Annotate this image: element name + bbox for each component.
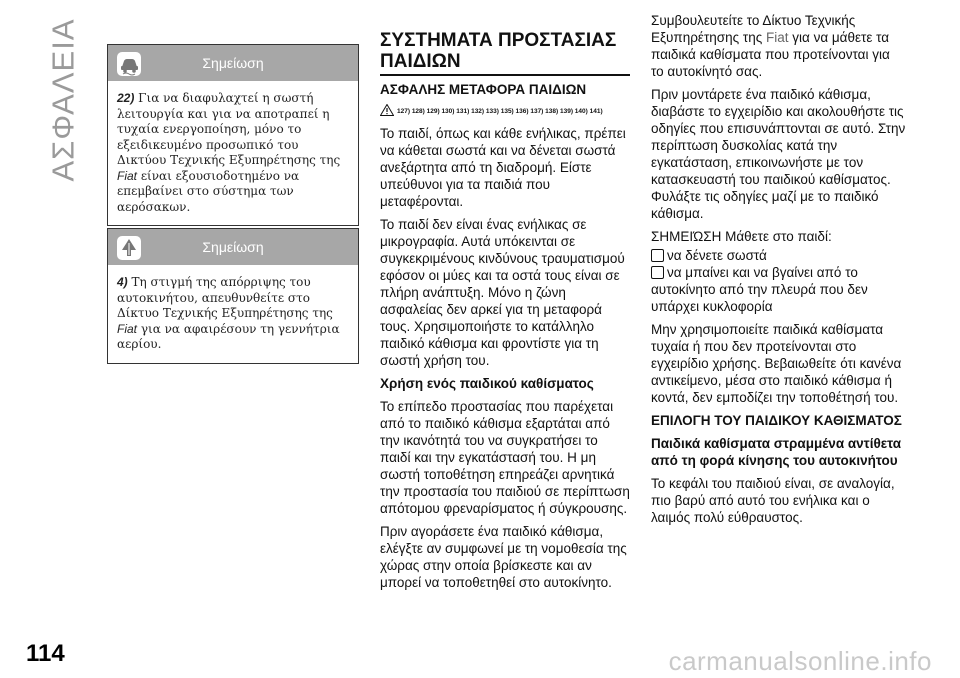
note-box-airbag xyxy=(107,44,359,226)
note-title: Σημείωση xyxy=(202,239,264,255)
paragraph: Το επίπεδο προστασίας που παρέχεται από το παιδικό κάθισμα εξαρτάται από την ικανότητά του να συγκρατήσει το παιδί και την εγκατάστασή του. Η μη σωστή τοποθέτηση επηρεάζει αρνητικά την προστασία του παιδιού σε περίπτωση απότομου φρεναρίσματος ή σύγκρουσης. xyxy=(380,399,630,516)
watermark: carmanualsonline.info xyxy=(668,646,932,676)
paragraph: Το κεφάλι του παιδιού είναι, σε αναλογία, πιο βαρύ από αυτό του ενήλικα και ο λαιμός πολύ εύθραυστος. xyxy=(651,476,895,525)
subsection-heading: Παιδικά καθίσματα στραμμένα αντίθετα από τη φορά κίνησης του αυτοκινήτου xyxy=(651,436,902,468)
brand-name: Fiat xyxy=(117,168,138,183)
checkbox-icon xyxy=(651,266,664,279)
section-side-title: ΑΣΦΑΛΕΙΑ xyxy=(46,18,81,182)
tree-leaf-icon xyxy=(116,235,142,261)
brand-name: Fiat xyxy=(117,321,138,336)
note-header xyxy=(108,229,358,265)
note-number: 4) xyxy=(117,275,128,289)
note-header xyxy=(108,45,358,81)
note-text: 22) Για να διαφυλαχτεί η σωστή λειτουργία και για να αποτραπεί η τυχαία ενεργοποίηση, μόνο το εξειδικευμένο προσωπικό του Δικτύου Τεχνικής Εξυπηρέτησης της Fiat είναι εξουσιοδοτημένο να επεμβαίνει στο σύστημα των αερόσακων. xyxy=(117,91,341,214)
brand-name: Fiat xyxy=(766,30,789,45)
list-item: να μπαίνει και να βγαίνει από το αυτοκίνητο από την πλευρά που δεν υπάρχει κυκλοφορία xyxy=(651,265,868,314)
paragraph: Μην χρησιμοποιείτε παιδικά καθίσματα τυχαία ή που δεν προτείνονται στο εγχειρίδιο χρήσης. Βεβαιωθείτε ότι κανένα αντικείμενο, μέσα στο παιδικό κάθισμα ή κοντά, δεν εμποδίζει την τοποθέτησή του. xyxy=(651,322,902,405)
list-item: να δένετε σωστά xyxy=(651,247,906,264)
page-number: 114 xyxy=(26,640,65,667)
subsection-heading: Χρήση ενός παιδικού καθίσματος xyxy=(380,376,594,391)
subsection-heading: ΑΣΦΑΛΗΣ ΜΕΤΑΦΟΡΑ ΠΑΙΔΙΩΝ xyxy=(380,82,587,97)
content-column-right xyxy=(651,12,906,532)
paragraph: Το παιδί δεν είναι ένας ενήλικας σε μικρογραφία. Αυτά υπόκεινται σε συγκεκριμένους κινδύνους τραυματισμού εφόσον οι μύες και τα οστά τους είναι σε πλήρη ανάπτυξη. Μόνο η ζώνη ασφαλείας δεν αρκεί για τη μεταφορά τους. Χρησιμοποιήστε το κατάλληλο παιδικό κάθισμα και φροντίστε για τη σωστή χρήση του. xyxy=(380,217,625,368)
content-column-middle xyxy=(380,30,630,597)
note-text: 4) Τη στιγμή της απόρριψης του αυτοκινήτου, απευθυνθείτε στο Δίκτυο Τεχνικής Εξυπηρέτησης της Fiat για να αφαιρέσουν τη γεννήτρια αερίου. xyxy=(117,275,340,351)
warning-triangle-icon xyxy=(380,104,394,116)
warning-references: 127) 128) 129) 130) 131) 132) 133) 135) 136) 137) 138) 139) 140) 141) xyxy=(380,104,630,117)
car-skid-icon xyxy=(116,51,142,77)
note-title: Σημείωση xyxy=(202,55,264,71)
paragraph: Το παιδί, όπως και κάθε ενήλικας, πρέπει να κάθεται σωστά και να δένεται σωστά ανεξάρτητα από τη διαδρομή. Είστε υπεύθυνοι για τα παιδιά που μεταφέρονται. xyxy=(380,126,626,209)
paragraph: Πριν αγοράσετε ένα παιδικό κάθισμα, ελέγξτε αν συμφωνεί με τη νομοθεσία της χώρας στην οποία βρίσκεστε και αν μπορεί να τοποθετηθεί στο αυτοκίνητο. xyxy=(380,524,627,590)
note-box-disposal xyxy=(107,228,359,364)
paragraph: Συμβουλευτείτε το Δίκτυο Τεχνικής Εξυπηρέτησης της Fiat για να μάθετε τα παιδικά καθίσματα που προτείνονται για το αυτοκίνητό σας. xyxy=(651,13,890,79)
section-heading: ΣΥΣΤΗΜΑΤΑ ΠΡΟΣΤΑΣΙΑΣ ΠΑΙΔΙΩΝ xyxy=(380,30,630,76)
checkbox-icon xyxy=(651,249,664,262)
note-number: 22) xyxy=(117,91,135,105)
paragraph: ΣΗΜΕΙΏΣΗ Μάθετε στο παιδί: xyxy=(651,229,832,244)
paragraph: Πριν μοντάρετε ένα παιδικό κάθισμα, διαβάστε το εγχειρίδιο και ακολουθήστε τις οδηγίες που επισυνάπτονται σε αυτό. Στην περίπτωση δυσκολίας κατά την εγκατάσταση, επικοινωνήστε με τον κατασκευαστή του παιδικού καθίσματος. Φυλάξτε τις οδηγίες μαζί με το παιδικό κάθισμα. xyxy=(651,87,906,221)
section-heading: ΕΠΙΛΟΓΗ ΤΟΥ ΠΑΙΔΙΚΟΥ ΚΑΘΙΣΜΑΤΟΣ xyxy=(651,413,902,428)
